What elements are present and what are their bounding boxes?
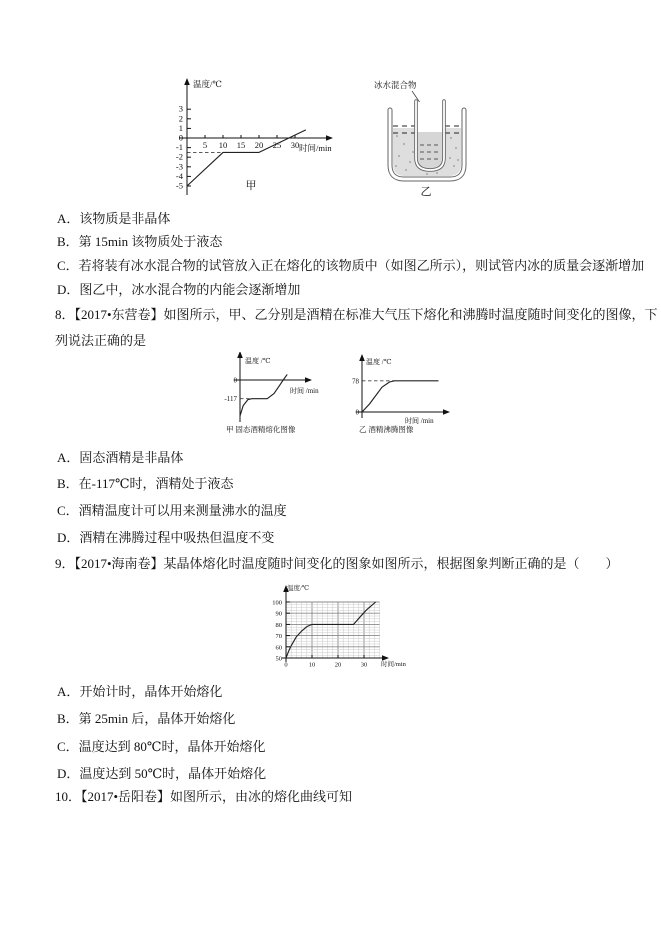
svg-text:时间 /min: 时间 /min (290, 387, 319, 395)
q7-option-d: D．图乙中，冰水混合物的内能会逐渐增加 (57, 282, 301, 297)
svg-text:3: 3 (178, 103, 183, 114)
svg-text:80: 80 (275, 621, 282, 629)
svg-text:5: 5 (202, 140, 208, 150)
q8-option-d: D．酒精在沸腾过程中吸热但温度不变 (57, 530, 275, 545)
svg-text:时间/min: 时间/min (381, 661, 406, 668)
svg-text:78: 78 (352, 377, 359, 386)
svg-text:-1: -1 (175, 142, 183, 153)
beaker-caption: 乙 (420, 186, 432, 198)
q9-option-a: A．开始计时，晶体开始熔化 (57, 684, 223, 699)
svg-text:-4: -4 (175, 170, 183, 181)
svg-text:0: 0 (284, 661, 288, 669)
svg-text:-3: -3 (175, 161, 183, 172)
svg-text:10: 10 (308, 661, 316, 669)
svg-text:0: 0 (355, 408, 359, 417)
q9-option-d: D．温度达到 50℃时，晶体开始熔化 (57, 766, 267, 781)
beaker-figure-yi (366, 66, 486, 200)
svg-text:乙 酒精沸腾图像: 乙 酒精沸腾图像 (359, 425, 414, 434)
svg-text:0: 0 (233, 376, 237, 385)
svg-text:1: 1 (178, 122, 183, 133)
svg-text:-5: -5 (175, 180, 183, 191)
q10-stem: 10．【2017•岳阳卷】如图所示，由冰的熔化曲线可知 (55, 789, 353, 804)
svg-text:20: 20 (334, 661, 342, 669)
melting-curve-chart-jia (155, 74, 355, 202)
q8-option-c: C．酒精温度计可以用来测量沸水的温度 (57, 503, 287, 518)
q8-stem-line2: 列说法正确的是 (55, 333, 147, 348)
svg-text:-2: -2 (175, 151, 183, 162)
q9-stem: 9．【2017•海南卷】某晶体熔化时温度随时间变化的图象如图所示，根据图象判断正确的是（ ） (55, 556, 619, 571)
svg-text:2: 2 (178, 113, 183, 124)
svg-text:甲: 甲 (245, 180, 257, 192)
svg-text:-117: -117 (224, 395, 237, 404)
q7-option-b: B．第 15min 该物质处于液态 (57, 234, 223, 249)
svg-text:10: 10 (218, 140, 228, 150)
svg-text:时间 /min: 时间 /min (405, 417, 434, 425)
q8-stem-line1: 8．【2017•东营卷】如图所示，甲、乙分别是酒精在标准大气压下熔化和沸腾时温度随时间变化的图像，下 (55, 307, 658, 322)
q7-option-a: A．该物质是非晶体 (57, 211, 171, 226)
svg-text:温度/℃: 温度/℃ (193, 79, 222, 89)
svg-text:50: 50 (275, 655, 282, 663)
svg-text:90: 90 (275, 610, 282, 618)
svg-text:时间/min: 时间/min (299, 143, 332, 153)
svg-text:30: 30 (360, 661, 368, 669)
q8-option-a: A．固态酒精是非晶体 (57, 450, 184, 465)
svg-text:20: 20 (254, 140, 264, 150)
svg-text:60: 60 (275, 644, 282, 652)
q7-option-c: C．若将装有冰水混合物的试管放入正在熔化的该物质中（如图乙所示），则试管内冰的质量会逐渐增加 (57, 258, 645, 273)
svg-text:15: 15 (236, 140, 246, 150)
svg-text:100: 100 (272, 599, 282, 607)
svg-text:0: 0 (178, 132, 183, 143)
svg-text:30: 30 (290, 140, 300, 150)
q8-option-b: B．在-117℃时，酒精处于液态 (57, 476, 234, 491)
crystal-melting-chart (271, 582, 449, 676)
alcohol-boiling-chart (347, 352, 462, 438)
svg-text:温度 /℃: 温度 /℃ (245, 357, 271, 365)
ice-water-mixture-label: 冰水混合物 (374, 80, 417, 90)
svg-text:25: 25 (272, 140, 282, 150)
q9-option-b: B．第 25min 后，晶体开始熔化 (57, 711, 236, 726)
q9-option-c: C．温度达到 80℃时，晶体开始熔化 (57, 739, 266, 754)
svg-text:70: 70 (275, 633, 282, 641)
test-tube-contents (417, 132, 443, 169)
svg-text:温度/℃: 温度/℃ (287, 585, 310, 592)
svg-text:甲 固态酒精熔化图像: 甲 固态酒精熔化图像 (226, 425, 296, 434)
alcohol-melting-chart (212, 352, 342, 438)
svg-text:温度 /℃: 温度 /℃ (366, 358, 392, 366)
